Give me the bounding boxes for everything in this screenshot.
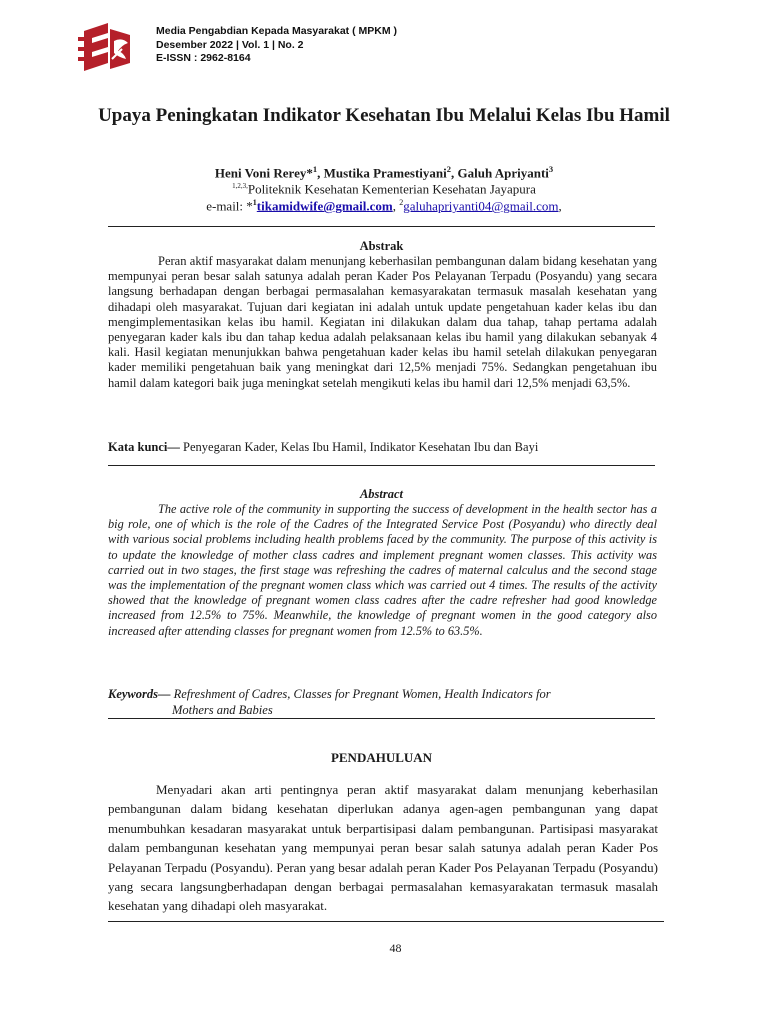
paper-title: Upaya Peningkatan Indikator Kesehatan Ibu Melalui Kelas Ibu Hamil (98, 105, 670, 126)
pendahuluan-heading: PENDAHULUAN (330, 750, 433, 765)
kata-kunci-text: Penyegaran Kader, Kelas Ibu Hamil, Indikator Kesehatan Ibu dan Bayi (179, 440, 539, 454)
footer-divider (108, 921, 664, 922)
author-sup: 3 (548, 164, 554, 174)
affiliation-text: Politeknik Kesehatan Kementerian Kesehatan Jayapura (247, 181, 536, 197)
pendahuluan-body: Menyadari akan arti pentingnya peran aktif masyarakat dalam menunjang keberhasilan pembangunan dalam bidang kesehatan diperlukan adanya agen-agen pembangunan yang dapat menumbuhkan kesadaran masyarakat untuk berpartisipasi dalam pembangunan. Partisipasi masyarakat dalam pembangunan kesehatan yang mempunyai peran besar salah satunya adalah peran Kader Pos Pelayanan Terpadu (Posyandu). Peran yang besar adalah peran Kader Pos Pelayanan Terpadu (Posyandu) yang secara langsungberhadapan dengan berbagai permasalahan kemasyarakatan termasuk masalah kesehatan yang dihadapi oleh masyarakat. (108, 782, 658, 914)
page-number: 48 (389, 941, 402, 955)
author-sep: , (451, 165, 458, 181)
journal-issue: Desember 2022 | Vol. 1 | No. 2 (156, 38, 304, 51)
divider (108, 226, 655, 227)
keywords-text-cont: Mothers and Babies (172, 702, 273, 717)
abstract-body: The active role of the community in supporting the success of development in the health sector has a big role, one of which is the role of the Cadres of the Integrated Service Post (Posyandu) who directly deal with various social problems including health problems faced by the community. The purpose of this activity is to update the knowledge of mother class cadres and implement pregnant women classes. This activity was carried out in two stages, the first stage was refreshing the cadres of maternal calculus and the second stage was the implementation of the pregnant women class which was carried out 4 times. The results of the activity showed that the knowledge of pregnant women class cadres after the cadre refresher had good knowledge increased from 12.5% to 75%. Meanwhile, the knowledge of pregnant women in the good category also increased after attending classes for pregnant women from 12.5% to 63.5%. (108, 502, 657, 638)
author-name: Galuh Apriyanti (457, 165, 549, 181)
abstrak-heading: Abstrak (359, 239, 404, 253)
journal-issn: E-ISSN : 2962-8164 (156, 52, 251, 64)
email-label: e-mail: * (206, 198, 253, 214)
divider (108, 718, 655, 719)
email2-sup: 2 (399, 198, 404, 207)
keywords (108, 687, 657, 718)
author-sep: , (317, 165, 324, 181)
author-name: Mustika Pramestiyani (323, 165, 447, 181)
email-line (90, 195, 678, 214)
author-sup: 1 (312, 164, 318, 174)
author-name: Heni Voni Rerey* (214, 165, 313, 181)
kata-kunci (108, 440, 657, 455)
abstract-heading: Abstract (359, 487, 404, 501)
journal-logo-icon (78, 23, 136, 75)
abstrak-body: Peran aktif masyarakat dalam menunjang keberhasilan pembangunan dalam bidang kesehatan yang mempunyai peran besar salah satunya adalah peran Kader Pos Pelayanan Terpadu (Posyandu) yang secara langsung berhadapan dengan berbagai permasalahan kemasyarakatan termasuk masalah kesehatan yang dihadapi oleh masyarakat. Tujuan dari kegiatan ini adalah untuk update pengetahuan kader kelas ibu dan mengimplementasikan kelas ibu hamil. Kegiatan ini dilakukan dalam dua tahap, tahap pertama adalah penyegaran kader kals ibu dan tahap kedua adalah pelaksanaan kelas ibu hamil yang dilakukan sebanyak 4 kali. Hasil kegiatan menunjukkan bahwa pengetahuan kader kelas ibu hamil setelah dilakukan penyegaran kader memiliki pengetahuan baik yang meningkat dari 12,5% menjadi 75%. Sedangkan pengetahuan ibu hamil dalam kategori baik juga meningkat setelah mengikuti kelas ibu hamil dari 12,5% menjadi 63,5%. (108, 254, 657, 390)
email1-sup: 1 (252, 198, 257, 207)
author-sup: 2 (446, 164, 451, 174)
journal-name: Media Pengabdian Kepada Masyarakat ( MPKM ) (156, 25, 397, 37)
email-separator: , (392, 198, 400, 214)
affiliation-sup: 1,2,3, (232, 182, 248, 190)
journal-header (156, 25, 397, 66)
email2-link[interactable]: galuhapriyanti04@gmail.com (403, 198, 559, 214)
keywords-label: Keywords— (108, 687, 171, 701)
divider (108, 465, 655, 466)
keywords-text: Refreshment of Cadres, Classes for Pregnant Women, Health Indicators for (170, 687, 551, 701)
kata-kunci-label: Kata kunci— (108, 440, 180, 454)
email-end: , (558, 198, 562, 214)
email1-link[interactable]: tikamidwife@gmail.com (256, 198, 393, 214)
